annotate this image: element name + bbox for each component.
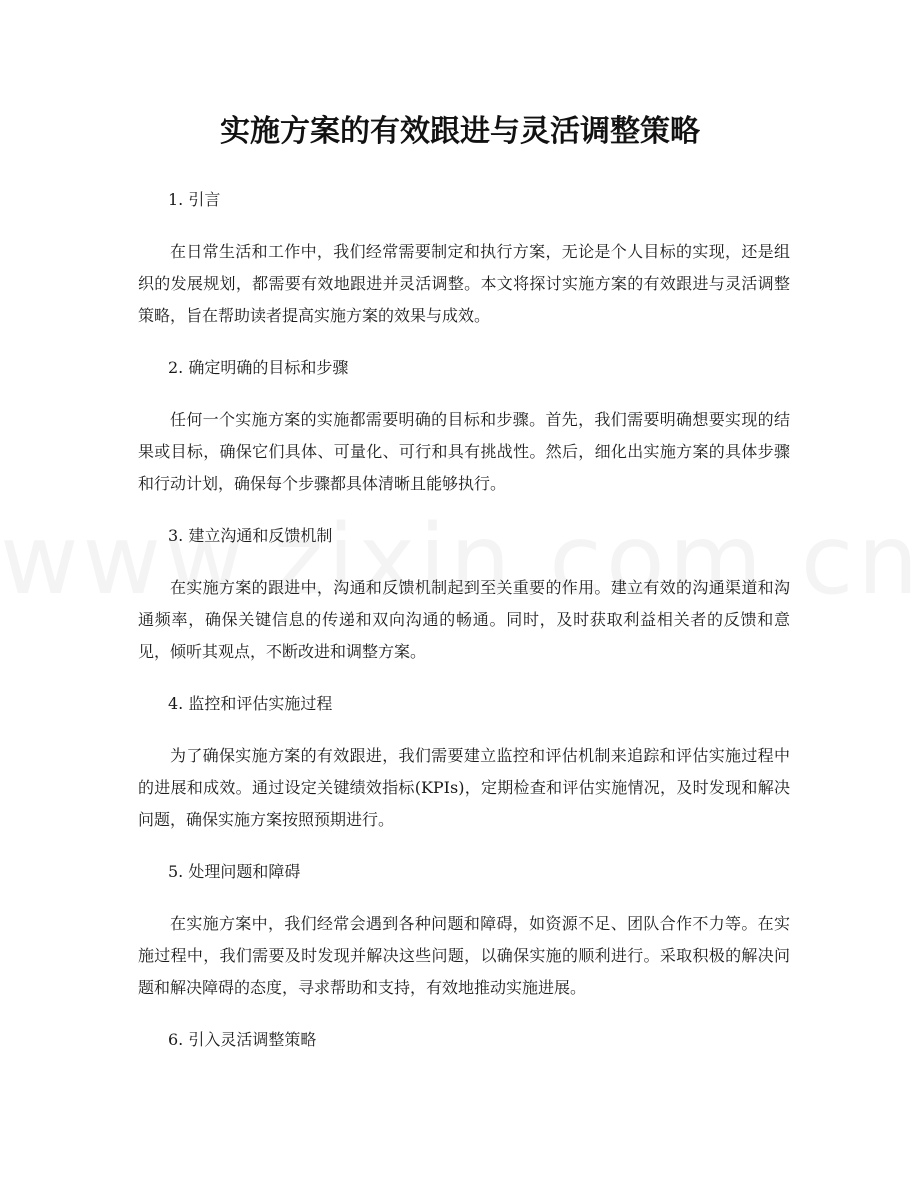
section-heading: 4. 监控和评估实施过程 <box>168 694 333 713</box>
section-heading: 3. 建立沟通和反馈机制 <box>168 526 333 545</box>
section-heading: 2. 确定明确的目标和步骤 <box>168 358 349 377</box>
section-paragraph: 在实施方案的跟进中，沟通和反馈机制起到至关重要的作用。建立有效的沟通渠道和沟通频率，确保关键信息的传递和双向沟通的畅通。同时，及时获取利益相关者的反馈和意见，倾听其观点，不断改进和调整方案。 <box>138 578 790 661</box>
section-problems-obstacles <box>138 856 790 1004</box>
document-title: 实施方案的有效跟进与灵活调整策略 <box>220 114 700 149</box>
section-heading: 5. 处理问题和障碍 <box>168 862 301 881</box>
document-body <box>138 184 790 1076</box>
section-paragraph: 任何一个实施方案的实施都需要明确的目标和步骤。首先，我们需要明确想要实现的结果或目标，确保它们具体、可量化、可行和具有挑战性。然后，细化出实施方案的具体步骤和行动计划，确保每个步骤都具体清晰且能够执行。 <box>138 410 790 493</box>
section-heading: 1. 引言 <box>168 190 221 209</box>
section-introduction <box>138 184 790 332</box>
section-monitor-evaluate <box>138 688 790 836</box>
section-heading: 6. 引入灵活调整策略 <box>168 1030 317 1049</box>
section-flexible-adjustment <box>138 1024 790 1056</box>
section-paragraph: 在实施方案中，我们经常会遇到各种问题和障碍，如资源不足、团队合作不力等。在实施过程中，我们需要及时发现并解决这些问题，以确保实施的顺利进行。采取积极的解决问题和解决障碍的态度，寻求帮助和支持，有效地推动实施进展。 <box>138 914 790 997</box>
section-goals-and-steps <box>138 352 790 500</box>
section-paragraph: 为了确保实施方案的有效跟进，我们需要建立监控和评估机制来追踪和评估实施过程中的进展和成效。通过设定关键绩效指标(KPIs)，定期检查和评估实施情况，及时发现和解决问题，确保实施方案按照预期进行。 <box>138 746 790 829</box>
section-communication-feedback <box>138 520 790 668</box>
section-paragraph: 在日常生活和工作中，我们经常需要制定和执行方案，无论是个人目标的实现，还是组织的发展规划，都需要有效地跟进并灵活调整。本文将探讨实施方案的有效跟进与灵活调整策略，旨在帮助读者提高实施方案的效果与成效。 <box>138 242 790 325</box>
